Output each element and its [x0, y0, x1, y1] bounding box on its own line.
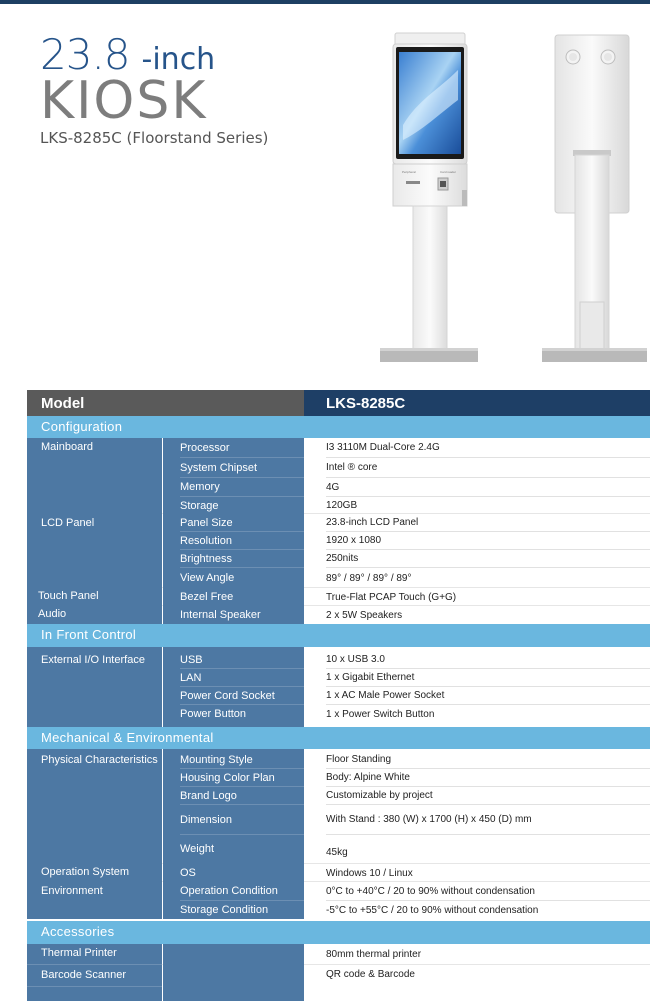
row-value: 23.8-inch LCD Panel — [326, 514, 650, 532]
section-title: In Front Control — [41, 627, 137, 642]
row-label: Memory — [180, 478, 304, 497]
row-value: -5°C to +55°C / 20 to 90% without condensation — [326, 904, 539, 916]
row-label: Operation Condition — [180, 882, 304, 901]
row-value: 10 x USB 3.0 — [326, 651, 650, 669]
group-external-io — [27, 647, 650, 727]
group-labels — [163, 606, 304, 624]
model-label: Model — [41, 395, 85, 412]
row-value: 1920 x 1080 — [326, 532, 650, 550]
screen-size: 23.8 — [40, 30, 130, 79]
spec-table — [27, 390, 650, 1001]
row-label: Weight — [180, 843, 215, 855]
group-name: Thermal Printer — [27, 944, 162, 965]
row-value: Floor Standing — [326, 751, 650, 769]
screen-size-unit: -inch — [141, 42, 216, 77]
section-accessories — [27, 921, 650, 944]
row-label: Resolution — [180, 532, 304, 550]
group-labels — [163, 864, 304, 882]
group-name: External I/O Interface — [27, 647, 162, 727]
group-values — [305, 606, 650, 624]
group-thermal-printer — [27, 944, 650, 965]
row-label: Power Cord Socket — [180, 687, 304, 705]
section-in-front-control — [27, 624, 650, 647]
row-value: 2 x 5W Speakers — [326, 609, 403, 621]
row-value: True-Flat PCAP Touch (G+G) — [326, 591, 457, 603]
group-environment — [27, 882, 650, 919]
row-value: 1 x Power Switch Button — [326, 708, 435, 720]
group-labels — [163, 944, 304, 965]
group-values — [305, 438, 650, 514]
product-name: KIOSK — [40, 71, 208, 131]
group-touch-panel — [27, 588, 650, 606]
row-label: Mounting Style — [180, 751, 304, 769]
group-labels — [163, 588, 304, 606]
group-values — [305, 514, 650, 588]
row-value: Customizable by project — [326, 787, 650, 805]
row-label: LAN — [180, 669, 304, 687]
row-value: 0°C to +40°C / 20 to 90% without condensation — [326, 882, 650, 901]
group-name: Touch Panel — [27, 588, 162, 606]
group-labels — [163, 882, 304, 919]
row-value: Windows 10 / Linux — [326, 867, 413, 879]
row-value: 89° / 89° / 89° / 89° — [326, 572, 412, 584]
group-values — [305, 864, 650, 882]
row-label: System Chipset — [180, 458, 304, 478]
row-value: Body: Alpine White — [326, 769, 650, 787]
group-values — [305, 987, 650, 1001]
group-name — [27, 987, 162, 1001]
front-label-right: Card reader — [440, 170, 457, 174]
group-name: Environment — [27, 882, 162, 919]
row-label: Housing Color Plan — [180, 769, 304, 787]
group-name: Physical Characteristics — [27, 749, 162, 864]
group-name: LCD Panel — [27, 514, 162, 588]
group-values — [305, 965, 650, 987]
row-label: OS — [180, 867, 196, 879]
group-labels — [163, 438, 304, 514]
row-label: USB — [180, 651, 304, 669]
row-value: QR code & Barcode — [326, 968, 415, 980]
row-value: 4G — [326, 478, 650, 497]
group-labels — [163, 647, 304, 727]
model-value: LKS-8285C — [326, 395, 406, 412]
front-label-left: Peripheral — [402, 170, 416, 174]
row-label: Panel Size — [180, 514, 304, 532]
group-values — [305, 647, 650, 727]
group-name: Barcode Scanner — [27, 965, 162, 987]
row-value: Intel ® core — [326, 458, 650, 478]
group-values — [305, 588, 650, 606]
row-label: Storage Condition — [180, 904, 269, 916]
group-values — [305, 882, 650, 919]
group-operation-system — [27, 864, 650, 882]
kiosk-back-image — [540, 30, 650, 370]
row-value: I3 3110M Dual-Core 2.4G — [326, 438, 650, 458]
section-title: Mechanical & Environmental — [41, 730, 214, 745]
row-value: 1 x Gigabit Ethernet — [326, 669, 650, 687]
group-labels — [163, 749, 304, 864]
group-values — [305, 944, 650, 965]
group-physical — [27, 749, 650, 864]
model-subtitle: LKS-8285C (Floorstand Series) — [40, 129, 269, 147]
title-block — [40, 30, 268, 147]
section-title: Accessories — [41, 924, 115, 939]
row-label: View Angle — [180, 572, 235, 584]
group-audio — [27, 606, 650, 624]
group-labels — [163, 514, 304, 588]
row-label: Bezel Free — [180, 591, 234, 603]
row-label: Dimension — [180, 805, 304, 835]
row-label: Brand Logo — [180, 787, 304, 805]
group-barcode-scanner — [27, 965, 650, 987]
section-title: Configuration — [41, 419, 123, 434]
row-label: Internal Speaker — [180, 609, 261, 621]
section-configuration — [27, 416, 650, 438]
group-values — [305, 749, 650, 864]
group-labels — [163, 987, 304, 1001]
row-label: Power Button — [180, 708, 247, 720]
row-label: Processor — [180, 438, 304, 458]
row-value: 80mm thermal printer — [326, 949, 422, 960]
row-label: Storage — [180, 499, 219, 512]
group-name: Operation System — [27, 864, 162, 882]
row-label: Brightness — [180, 550, 304, 568]
row-value: 120GB — [326, 500, 358, 511]
row-value: With Stand : 380 (W) x 1700 (H) x 450 (D) mm — [326, 805, 650, 835]
spec-header-row — [27, 390, 650, 416]
group-name: Audio — [27, 606, 162, 624]
row-value: 250nits — [326, 550, 650, 568]
group-empty — [27, 987, 650, 1001]
section-mechanical-environmental — [27, 727, 650, 749]
group-name: Mainboard — [27, 438, 162, 514]
row-value: 1 x AC Male Power Socket — [326, 687, 650, 705]
kiosk-front-image — [378, 30, 478, 370]
group-labels — [163, 965, 304, 987]
group-lcd-panel — [27, 514, 650, 588]
group-mainboard — [27, 438, 650, 514]
row-value: 45kg — [326, 846, 348, 858]
top-accent-bar — [0, 0, 650, 4]
